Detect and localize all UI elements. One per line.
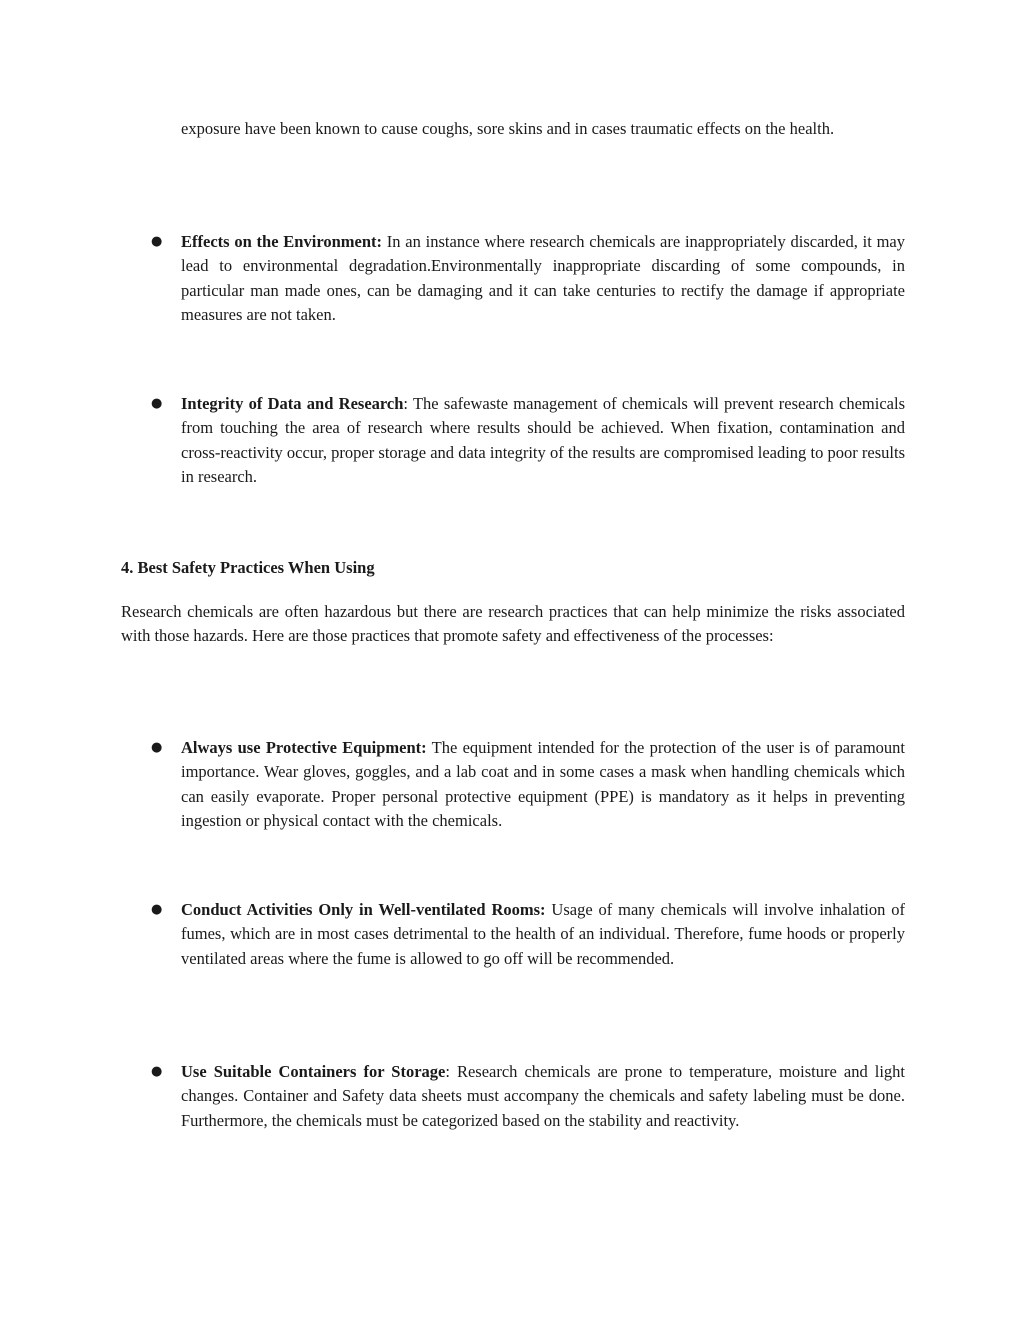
- list-item-body: [181, 392, 905, 489]
- list-item-description: : The safewaste management of chemicals will prevent research chemicals from touching the area of research where results should be achieved. When fixation, contamination and cross-reactivity occur, proper storage and data integrity of the results are compromised leading to poor results in research.: [181, 394, 905, 486]
- list-item-description: Usage of many chemicals will involve inhalation of fumes, which are in most cases detrimental to the health of an individual. Therefore, fume hoods or properly ventilated areas where the fume is allowed to go off will be recommended.: [181, 900, 905, 968]
- list-item-term: Use Suitable Containers for Storage: [181, 1062, 446, 1081]
- list-item-description: The equipment intended for the protection of the user is of paramount importance. Wear gloves, goggles, and a lab coat and in some cases a mask when handling chemicals which can easily evaporate. Proper personal protective equipment (PPE) is mandatory as it helps in preventing ingestion or physical contact with the chemicals.: [181, 738, 906, 830]
- list-item-body: [181, 1060, 905, 1133]
- list-item-body: [181, 736, 905, 833]
- continuation-paragraph: exposure have been known to cause coughs, sore skins and in cases traumatic effects on the health.: [181, 119, 835, 138]
- list-item-description: In an instance where research chemicals are inappropriately discarded, it may lead to environmental degradation.Environmentally inappropriate discarding of some compounds, in particular man made ones, can be damaging and it can take centuries to rectify the damage if appropriate measures are not taken.: [181, 232, 906, 324]
- bullet-icon: ●: [151, 902, 163, 917]
- list-item-description: : Research chemicals are prone to temperature, moisture and light changes. Container and Safety data sheets must accompany the chemicals and safety labeling must be done. Furthermore, the chemicals must be categorized based on the stability and reactivity.: [181, 1062, 905, 1130]
- section-intro-paragraph: Research chemicals are often hazardous but there are research practices that can help minimize the risks associated with those hazards. Here are those practices that promote safety and effectiveness of the processes:: [121, 602, 905, 646]
- bullet-icon: ●: [151, 396, 163, 411]
- list-item-term: Always use Protective Equipment:: [181, 738, 427, 757]
- list-item-term: Conduct Activities Only in Well-ventilated Rooms:: [181, 900, 546, 919]
- list-item-term: Effects on the Environment:: [181, 232, 383, 251]
- list-item-body: [181, 230, 905, 327]
- section-heading: 4. Best Safety Practices When Using: [121, 558, 375, 577]
- bullet-icon: ●: [151, 740, 163, 755]
- bullet-icon: ●: [151, 234, 163, 249]
- bullet-icon: ●: [151, 1064, 163, 1079]
- list-item-body: [181, 898, 905, 971]
- list-item-term: Integrity of Data and Research: [181, 394, 404, 413]
